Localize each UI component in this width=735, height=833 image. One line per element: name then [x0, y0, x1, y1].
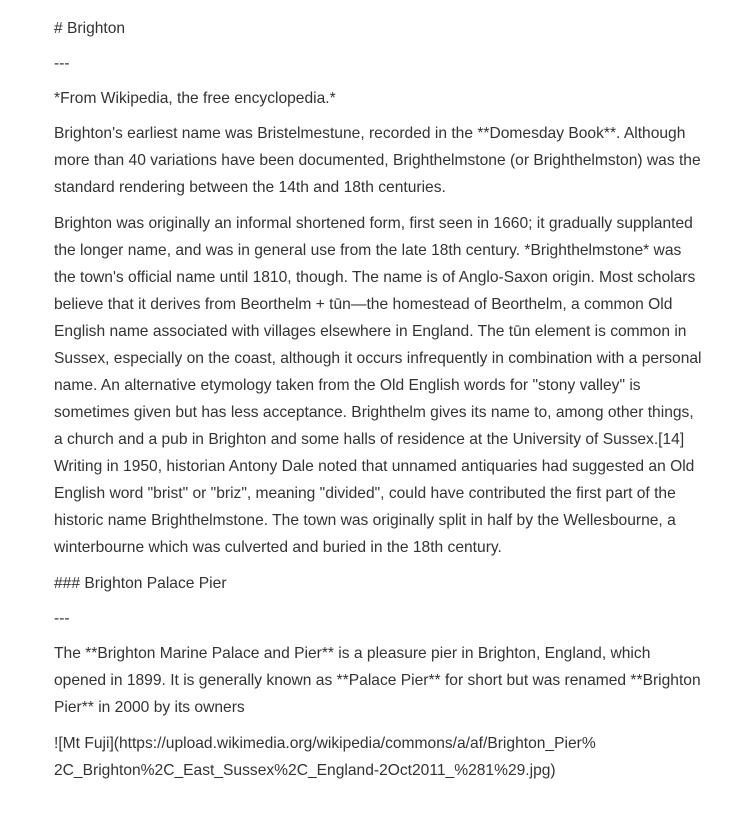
image-markdown-line: ![Mt Fuji](https://upload.wikimedia.org/wikipedia/commons/a/af/Brighton_Pier%: [54, 735, 596, 752]
image-markdown-line: 2C_Brighton%2C_East_Sussex%2C_England-2Oct2011_%281%29.jpg): [54, 762, 556, 779]
separator: ---: [54, 610, 70, 627]
paragraph-etymology-2: Brighton was originally an informal shortened form, first seen in 1660; it gradually supplanted the longer name, and was in general use from the late 18th century. *Brighthelmstone* was the town's official name until 1810, though. The name is of Anglo-Saxon origin. Most scholars believe that it derives from Beorthelm + tūn—the homestead of Beorthelm, a common Old English name associated with villages elsewhere in England. The tūn element is common in Sussex, especially on the coast, although it occurs infrequently in combination with a personal name. An alternative etymology taken from the Old English words for "stony valley" is sometimes given but has less acceptance. Brighthelm gives its name to, among other things, a church and a pub in Brighton and some halls of residence at the University of Sussex.[14] Writing in 1950, historian Antony Dale noted that unnamed antiquaries had suggested an Old English word "brist" or "briz", meaning "divided", could have contributed the first part of the historic name Brighthelmstone. The town was originally split in half by the Wellesbourne, a winterbourne which was culverted and buried in the 18th century.: [54, 215, 702, 556]
heading-palace-pier: ### Brighton Palace Pier: [54, 575, 227, 592]
image-markdown: [54, 730, 704, 784]
subtitle: *From Wikipedia, the free encyclopedia.*: [54, 90, 336, 107]
heading-brighton: # Brighton: [54, 20, 126, 37]
paragraph-palace-pier: The **Brighton Marine Palace and Pier** is a pleasure pier in Brighton, England, which opened in 1899. It is generally known as **Palace Pier** for short but was renamed **Brighton Pier** in 2000 by its owners: [54, 645, 701, 716]
separator: ---: [54, 55, 70, 72]
paragraph-etymology-1: Brighton's earliest name was Bristelmestune, recorded in the **Domesday Book**. Although more than 40 variations have been documented, Brighthelmstone (or Brighthelmston) was the standard rendering between the 14th and 18th centuries.: [54, 125, 701, 196]
